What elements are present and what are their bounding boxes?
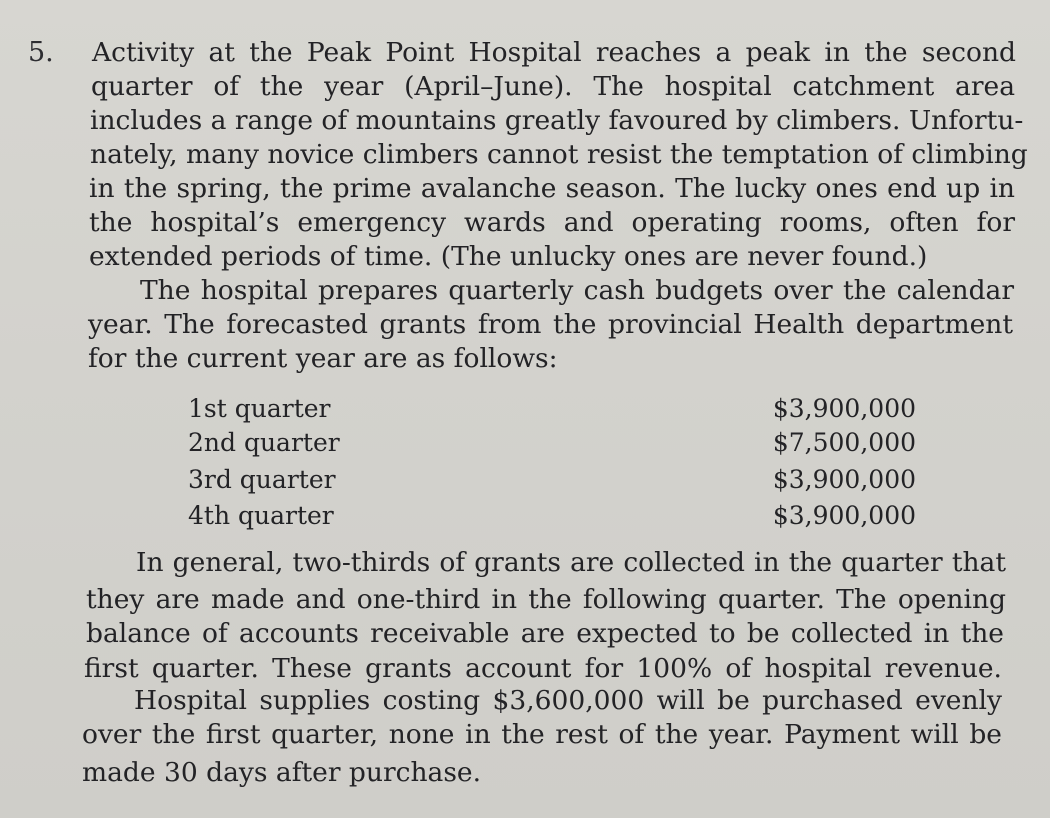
intro-line: includes a range of mountains greatly favoured by climbers. Unfortu- — [90, 105, 1024, 136]
budget-line: The hospital prepares quarterly cash budgets over the calendar — [140, 275, 1014, 306]
grant-row — [188, 463, 916, 497]
intro-line: in the spring, the prime avalanche season. The lucky ones end up in — [89, 173, 1015, 204]
collection-line: balance of accounts receivable are expected to be collected in the — [86, 618, 1004, 649]
grant-amount: $3,900,000 — [772, 465, 916, 494]
supplies-line: over the first quarter, none in the rest of the year. Payment will be — [82, 719, 1002, 750]
grant-quarter: 4th quarter — [188, 501, 334, 530]
collection-line: first quarter. These grants account for 100% of hospital revenue. — [84, 653, 1002, 684]
problem-number: 5. — [28, 37, 54, 68]
collection-line: they are made and one-third in the following quarter. The opening — [86, 584, 1006, 615]
collection-line: In general, two-thirds of grants are collected in the quarter that — [136, 547, 1006, 578]
grant-row — [188, 499, 916, 533]
intro-line: Activity at the Peak Point Hospital reaches a peak in the second — [92, 37, 1016, 68]
budget-line: for the current year are as follows: — [88, 343, 558, 374]
grant-quarter: 3rd quarter — [188, 465, 336, 494]
intro-line: extended periods of time. (The unlucky ones are never found.) — [89, 241, 928, 272]
grant-row — [188, 426, 916, 460]
supplies-line: Hospital supplies costing $3,600,000 will be purchased evenly — [134, 685, 1002, 716]
grant-amount: $3,900,000 — [772, 394, 916, 423]
intro-line: the hospital’s emergency wards and operating rooms, often for — [89, 207, 1015, 238]
grant-amount: $3,900,000 — [772, 501, 916, 530]
supplies-line: made 30 days after purchase. — [82, 757, 482, 788]
grant-row — [188, 392, 916, 426]
grant-quarter: 1st quarter — [188, 394, 331, 423]
intro-line: quarter of the year (April–June). The hospital catchment area — [91, 71, 1015, 102]
budget-line: year. The forecasted grants from the provincial Health department — [88, 309, 1013, 340]
grant-quarter: 2nd quarter — [188, 428, 340, 457]
grant-amount: $7,500,000 — [772, 428, 916, 457]
intro-line: nately, many novice climbers cannot resist the temptation of climbing — [90, 139, 1028, 170]
